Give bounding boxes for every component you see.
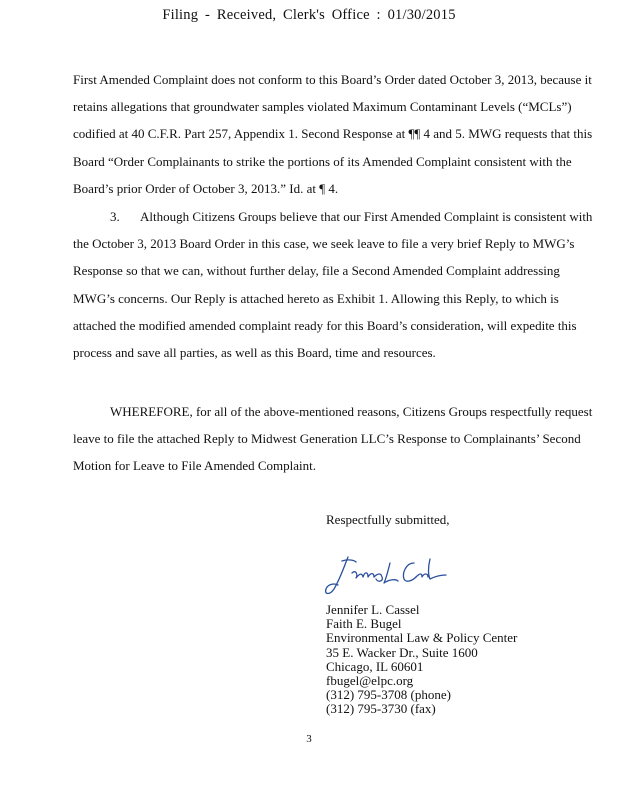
attorney-name-bugel: Faith E. Bugel: [326, 616, 402, 632]
attorney-name-cassel: Jennifer L. Cassel: [326, 602, 420, 617]
filing-stamp-header: Filing - Received, Clerk's Office : 01/30/2015: [162, 7, 456, 23]
address-line-1: 35 E. Wacker Dr., Suite 1600: [326, 644, 478, 660]
paragraph-number: 3.: [110, 209, 120, 224]
closing-line: Respectfully submitted,: [326, 512, 450, 527]
address-line-2: Chicago, IL 60601: [326, 658, 424, 674]
phone-number: (312) 795-3708 (phone): [326, 687, 451, 703]
paragraph-2: [73, 203, 603, 366]
paragraph-2-text: Although Citizens Groups believe that our First Amended Complaint is consistent with the October 3, 2013 Board Order in this case, we seek leave to file a very brief Reply to MWG’s Response so that we can, without further delay, file a Second Amended Complaint addressing MWG’s concerns. Our Reply is attached hereto as Exhibit 1. Allowing this Reply, to which is attached the modified amended complaint ready for this Board’s consideration, will expedite this process and save all parties, as well as this Board, time and resources.: [73, 209, 593, 361]
organization-name: Environmental Law & Policy Center: [326, 630, 518, 646]
signature-block: [326, 603, 517, 717]
handwritten-signature: [318, 551, 458, 601]
paragraph-3-text: WHEREFORE, for all of the above-mentioned reasons, Citizens Groups respectfully request leave to file the attached Reply to Midwest Generation LLC’s Response to Complainants’ Second Motion for Leave to File Amended Complaint.: [73, 404, 593, 474]
page-number: 3: [306, 733, 312, 745]
paragraph-1: First Amended Complaint does not conform to this Board’s Order dated October 3, 2013, because it retains allegations that groundwater samples violated Maximum Contaminant Levels (“MCLs”) codified at 40 C.F.R. Part 257, Appendix 1. Second Response at ¶¶ 4 and 5. MWG requests that this Board “Order Complainants to strike the portions of its Amended Complaint consistent with the Board’s prior Order of October 3, 2013.” Id. at ¶ 4.: [73, 72, 593, 196]
paragraph-3: [73, 398, 603, 480]
email-address: fbugel@elpc.org: [326, 673, 414, 689]
fax-number: (312) 795-3730 (fax): [326, 701, 436, 717]
